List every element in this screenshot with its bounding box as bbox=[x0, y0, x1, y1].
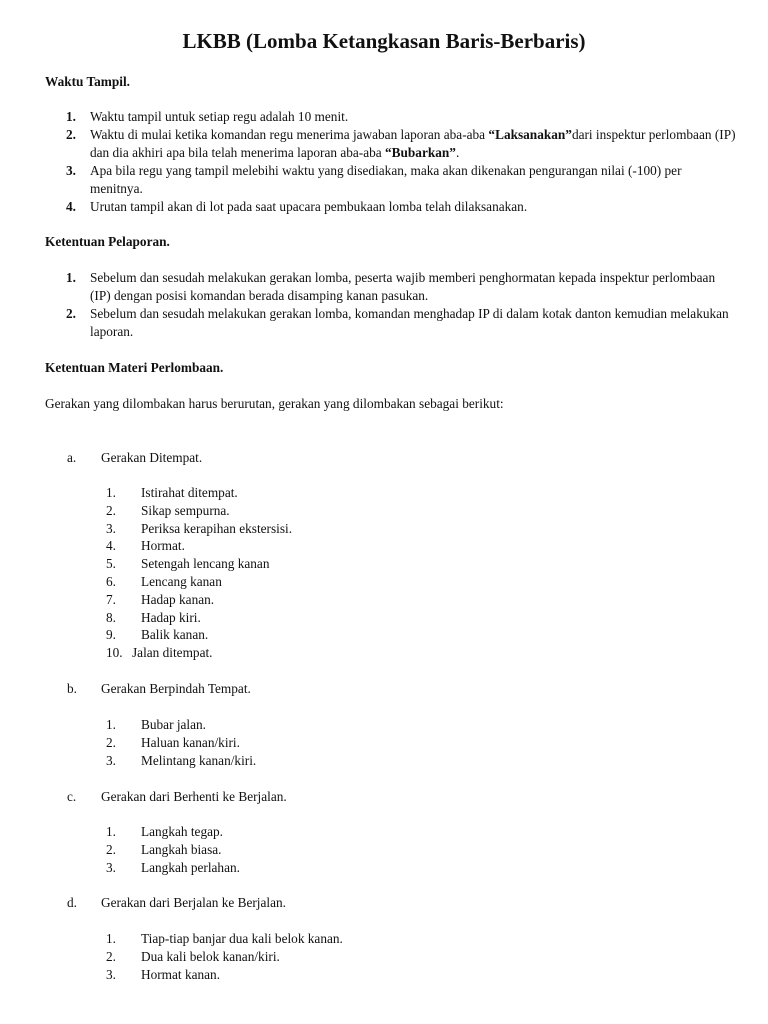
list-item bbox=[106, 948, 343, 966]
list-text: Langkah biasa. bbox=[141, 841, 222, 857]
list-item bbox=[106, 573, 292, 591]
subsection-a-title bbox=[67, 449, 202, 467]
list-text: Sebelum dan sesudah melakukan gerakan lomba, komandan menghadap IP di dalam kotak danton kemudian melakukan laporan. bbox=[90, 306, 729, 339]
subsection-title: Gerakan Ditempat. bbox=[101, 450, 203, 465]
list-number: 2. bbox=[106, 948, 116, 964]
list-item bbox=[106, 484, 292, 502]
list-item bbox=[66, 162, 736, 198]
list-text: Haluan kanan/kiri. bbox=[141, 734, 240, 750]
subsection-b-list bbox=[106, 716, 256, 769]
list-item bbox=[106, 591, 292, 609]
list-number: 1. bbox=[106, 485, 116, 500]
list-text: Hormat kanan. bbox=[141, 966, 221, 982]
list-number: 1. bbox=[106, 931, 116, 946]
list-item bbox=[66, 269, 736, 305]
subsection-b-title bbox=[67, 680, 251, 698]
list-text: Setengah lencang kanan bbox=[141, 556, 270, 572]
pelaporan-list bbox=[66, 269, 736, 341]
list-text: Lencang kanan bbox=[141, 573, 222, 589]
list-text: Istirahat ditempat. bbox=[141, 485, 238, 500]
list-number: 2. bbox=[66, 306, 76, 321]
list-item bbox=[106, 520, 292, 538]
list-number: 8. bbox=[106, 609, 116, 625]
list-text: Langkah perlahan. bbox=[141, 859, 240, 875]
subsection-letter: d. bbox=[67, 895, 77, 910]
list-number: 10. bbox=[106, 645, 123, 661]
list-item bbox=[66, 126, 736, 162]
list-text: Hadap kanan. bbox=[141, 591, 215, 607]
list-item bbox=[106, 966, 343, 984]
list-number: 1. bbox=[106, 717, 116, 732]
list-number: 2. bbox=[66, 127, 76, 142]
list-item bbox=[66, 305, 736, 341]
list-number: 1. bbox=[66, 270, 76, 285]
list-text: Waktu tampil untuk setiap regu adalah 10 menit. bbox=[90, 109, 349, 124]
list-item bbox=[106, 930, 343, 948]
list-number: 3. bbox=[106, 752, 116, 768]
list-number: 2. bbox=[106, 502, 116, 518]
section-heading-pelaporan: Ketentuan Pelaporan. bbox=[45, 234, 170, 249]
bold-term: “Laksanakan” bbox=[488, 127, 572, 142]
list-number: 3. bbox=[106, 966, 116, 982]
list-text: Periksa kerapihan ekstersisi. bbox=[141, 520, 293, 536]
list-number: 1. bbox=[106, 824, 116, 839]
list-text: Dua kali belok kanan/kiri. bbox=[141, 948, 280, 964]
list-text: Hadap kiri. bbox=[141, 609, 201, 625]
list-text: Sikap sempurna. bbox=[141, 502, 230, 518]
list-item bbox=[66, 108, 736, 126]
list-number: 7. bbox=[106, 591, 116, 607]
subsection-a-list bbox=[106, 484, 292, 662]
waktu-tampil-list bbox=[66, 108, 736, 216]
subsection-title: Gerakan dari Berjalan ke Berjalan. bbox=[101, 895, 286, 910]
subsection-d-title bbox=[67, 894, 286, 912]
list-text bbox=[90, 127, 736, 160]
bold-term: “Bubarkan” bbox=[384, 145, 456, 160]
list-text: Hormat. bbox=[141, 538, 185, 554]
list-text: Langkah tegap. bbox=[141, 824, 223, 839]
list-number: 3. bbox=[66, 163, 76, 178]
list-text: Urutan tampil akan di lot pada saat upacara pembukaan lomba telah dilaksanakan. bbox=[90, 199, 528, 214]
subsection-c-list bbox=[106, 823, 240, 876]
list-number: 2. bbox=[106, 734, 116, 750]
list-item bbox=[106, 752, 256, 770]
list-text: Balik kanan. bbox=[141, 627, 209, 643]
list-item bbox=[106, 626, 292, 644]
section-heading-materi: Ketentuan Materi Perlombaan. bbox=[45, 360, 224, 375]
list-number: 5. bbox=[106, 556, 116, 572]
list-item bbox=[106, 537, 292, 555]
materi-intro: Gerakan yang dilombakan harus berurutan, gerakan yang dilombakan sebagai berikut: bbox=[45, 396, 504, 411]
document-title: LKBB (Lomba Ketangkasan Baris-Berbaris) bbox=[182, 29, 586, 53]
list-item bbox=[106, 609, 292, 627]
text-run: Waktu di mulai ketika komandan regu menerima jawaban laporan aba-aba bbox=[90, 127, 489, 142]
list-number: 3. bbox=[106, 520, 116, 536]
subsection-title: Gerakan dari Berhenti ke Berjalan. bbox=[101, 789, 287, 804]
list-item bbox=[106, 644, 292, 662]
list-text: Bubar jalan. bbox=[141, 717, 206, 732]
list-item bbox=[106, 734, 256, 752]
text-run: . bbox=[455, 145, 460, 160]
list-number: 6. bbox=[106, 573, 116, 589]
text-run: dari inspektur perlombaan (IP) dan dia akhiri apa bila telah menerima laporan aba-aba bbox=[90, 127, 736, 160]
list-number: 3. bbox=[106, 859, 116, 875]
list-text: Jalan ditempat. bbox=[132, 645, 213, 661]
list-text: Melintang kanan/kiri. bbox=[141, 752, 257, 768]
subsection-title: Gerakan Berpindah Tempat. bbox=[101, 681, 251, 696]
subsection-c-title bbox=[67, 788, 287, 806]
subsection-letter: b. bbox=[67, 681, 77, 696]
list-number: 1. bbox=[66, 109, 76, 124]
list-item bbox=[106, 841, 240, 859]
subsection-letter: c. bbox=[67, 789, 77, 804]
list-item bbox=[106, 859, 240, 877]
list-item bbox=[106, 823, 240, 841]
subsection-d-list bbox=[106, 930, 343, 983]
list-number: 4. bbox=[106, 538, 116, 554]
list-text: Apa bila regu yang tampil melebihi waktu yang disediakan, maka akan dikenakan pengurangan nilai (-100) per menitnya. bbox=[90, 163, 682, 196]
list-number: 2. bbox=[106, 841, 116, 857]
subsection-letter: a. bbox=[67, 450, 77, 465]
list-item bbox=[106, 555, 292, 573]
list-item bbox=[106, 716, 256, 734]
list-number: 4. bbox=[66, 199, 76, 214]
list-item bbox=[106, 502, 292, 520]
list-text: Sebelum dan sesudah melakukan gerakan lomba, peserta wajib memberi penghormatan kepada inspektur perlombaan (IP) dengan posisi komandan berada disamping kanan pasukan. bbox=[90, 270, 716, 303]
list-text: Tiap-tiap banjar dua kali belok kanan. bbox=[141, 931, 343, 946]
list-number: 9. bbox=[106, 627, 116, 643]
section-heading-waktu-tampil: Waktu Tampil. bbox=[45, 74, 130, 89]
list-item bbox=[66, 198, 736, 216]
